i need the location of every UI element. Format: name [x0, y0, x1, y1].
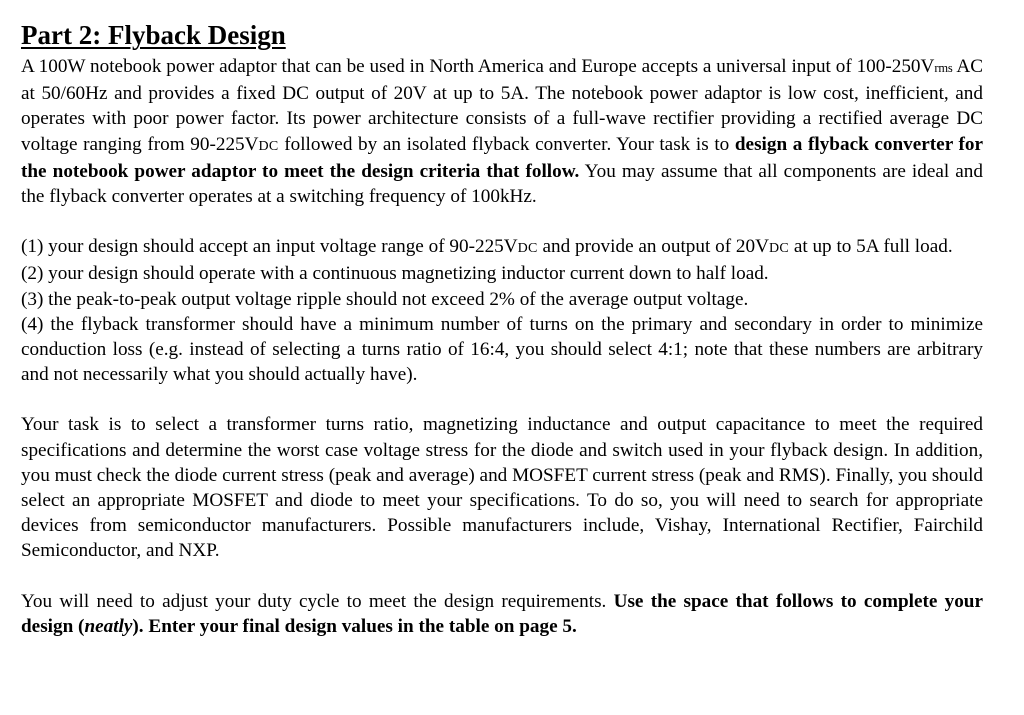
- requirement-1: [21, 234, 983, 261]
- intro-bold-task: design a flyback converter for the notebook power adaptor to meet the design criteria that follow.: [21, 133, 984, 182]
- intro-text-2: AC at 50/60Hz and provides a fixed DC output of 20V at up to 5A. The notebook power adaptor is low cost, inefficient, and operates with poor power factor. Its power architecture consists of a full-wave rectifier providing a rectified average DC voltage ranging from 90-225V: [21, 56, 983, 155]
- dc-subscript: DC: [258, 138, 279, 154]
- closing-bold-2: ). Enter your final design values in the table on page 5.: [132, 615, 577, 637]
- intro-text-1: A 100W notebook power adaptor that can be used in North America and Europe accepts a universal input of 100-250V: [21, 56, 935, 77]
- intro-text-4: You may assume that all components are ideal and the flyback converter operates at a switching frequency of 100kHz.: [21, 160, 983, 208]
- req1-text-b: and provide an output of 20V: [537, 236, 769, 258]
- closing-text: You will need to adjust your duty cycle to meet the design requirements.: [21, 590, 614, 612]
- closing-bold-1: Use the space that follows to complete your design (: [21, 590, 983, 637]
- task-paragraph: Your task is to select a transformer turns ratio, magnetizing inductance and output capacitance to meet the required specifications and determine the worst case voltage stress for the diode and switch used in your flyback design. In addition, you must check the diode current stress (peak and average) and MOSFET current stress (peak and RMS). Finally, you should select an appropriate MOSFET and diode to meet your specifications. To do so, you will need to search for appropriate devices from semiconductor manufacturers. Possible manufacturers include, Vishay, International Rectifier, Fairchild Semiconductor, and NXP.: [21, 414, 983, 562]
- spacer: [21, 209, 983, 234]
- spacer: [21, 387, 983, 412]
- closing-bold-italic: neatly: [84, 615, 133, 637]
- spacer: [21, 564, 983, 589]
- requirement-4: (4) the flyback transformer should have a minimum number of turns on the primary and secondary in order to minimize conduction loss (e.g. instead of selecting a turns ratio of 16:4, you should select 4:1; note that these numbers are arbitrary and not necessarily what you should actually have).: [21, 313, 983, 386]
- intro-paragraph: [21, 54, 983, 209]
- req1-dc-subscript-2: DC: [768, 241, 790, 257]
- document-page: [21, 18, 983, 639]
- page-title: Part 2: Flyback Design: [21, 20, 286, 50]
- intro-text-3: followed by an isolated flyback converter. Your task is to: [278, 133, 735, 155]
- req1-text-c: at up to 5A full load.: [789, 236, 953, 258]
- requirement-2: (2) your design should operate with a continuous magnetizing inductor current down to half load.: [21, 263, 769, 285]
- requirement-3: (3) the peak-to-peak output voltage ripple should not exceed 2% of the average output voltage.: [21, 288, 749, 310]
- req1-dc-subscript-1: DC: [517, 241, 538, 257]
- closing-paragraph: [21, 589, 983, 639]
- rms-subscript: rms: [934, 61, 953, 75]
- req1-text-a: (1) your design should accept an input voltage range of 90-225V: [21, 236, 518, 258]
